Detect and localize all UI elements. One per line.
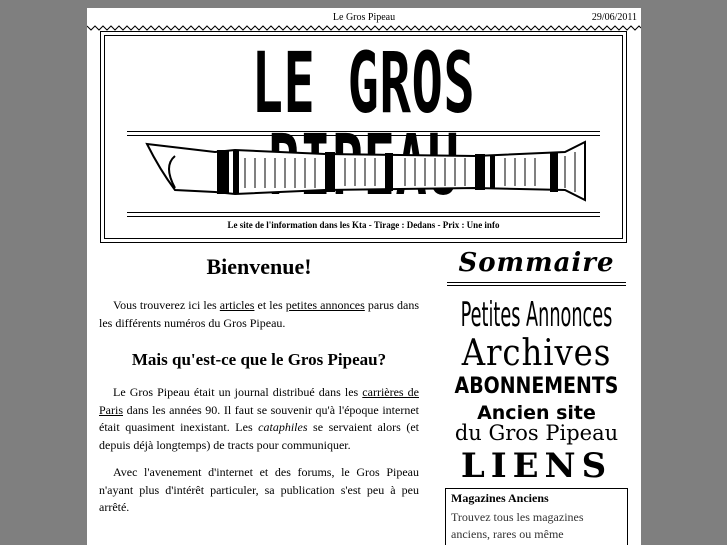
logo-title[interactable]: LE GROS xyxy=(251,34,476,132)
magazines-box[interactable] xyxy=(445,488,628,545)
ancien-site-line2: du Gros Pipeau xyxy=(454,421,619,445)
question-heading: Mais qu'est-ce que le Gros Pipeau? xyxy=(131,350,387,369)
end-paragraph: Avec l'avenement d'internet et des forums, le Gros Pipeau n'ayant plus d'intérêt particuler, sa publication s'est peu à peu arrêté. xyxy=(99,465,419,514)
tagline: Le site de l'information dans les Kta - Tirage : Dedans - Prix : Une info xyxy=(227,220,500,230)
intro-paragraph: Vous trouverez ici les articles et les petites annonces parus dans les différents numéros du Gros Pipeau. xyxy=(99,298,419,330)
articles-link[interactable]: articles xyxy=(219,298,255,312)
masthead xyxy=(100,31,627,243)
carrieres-link[interactable]: carrières de Paris xyxy=(99,385,419,417)
sommaire-rule xyxy=(447,282,626,283)
page-container xyxy=(87,8,641,545)
cataphiles-text: cataphiles xyxy=(258,420,308,434)
sommaire-heading: Sommaire xyxy=(458,248,615,278)
main-content xyxy=(99,250,419,527)
abonnements-nav[interactable]: ABONNEMENTS xyxy=(454,374,619,399)
masthead-rule xyxy=(127,131,600,132)
welcome-heading: Bienvenue! xyxy=(206,254,312,279)
ancien-site-line1: Ancien site xyxy=(477,402,596,424)
liens-nav[interactable]: LIENS xyxy=(460,446,613,486)
sommaire-rule xyxy=(447,285,626,286)
flute-illustration xyxy=(145,140,591,206)
history-paragraph: Le Gros Pipeau était un journal distribué dans les carrières de Paris dans les années 90. Il faut se souvenir qu'à l'époque internet était quasiment inexistant. Les cataphiles se servaient alors (et depuis déjà longtemps) de tracts pour communiquer. xyxy=(99,385,419,452)
magazines-title[interactable]: Magazines Anciens xyxy=(451,491,549,505)
petites-annonces-nav[interactable]: Petites Annonces xyxy=(460,295,613,335)
masthead-rule xyxy=(127,135,600,136)
site-title: Le Gros Pipeau xyxy=(332,12,396,23)
masthead-rule xyxy=(127,216,600,217)
archives-nav[interactable]: Archives xyxy=(461,333,612,374)
date-label: 29/06/2011 xyxy=(591,12,637,23)
ancien-site-nav[interactable] xyxy=(445,404,628,444)
masthead-rule xyxy=(127,212,600,213)
petites-annonces-link[interactable]: petites annonces xyxy=(285,298,365,312)
magazines-text: Trouvez tous les magazines anciens, rares ou même xyxy=(451,510,584,541)
sidebar xyxy=(445,244,628,545)
